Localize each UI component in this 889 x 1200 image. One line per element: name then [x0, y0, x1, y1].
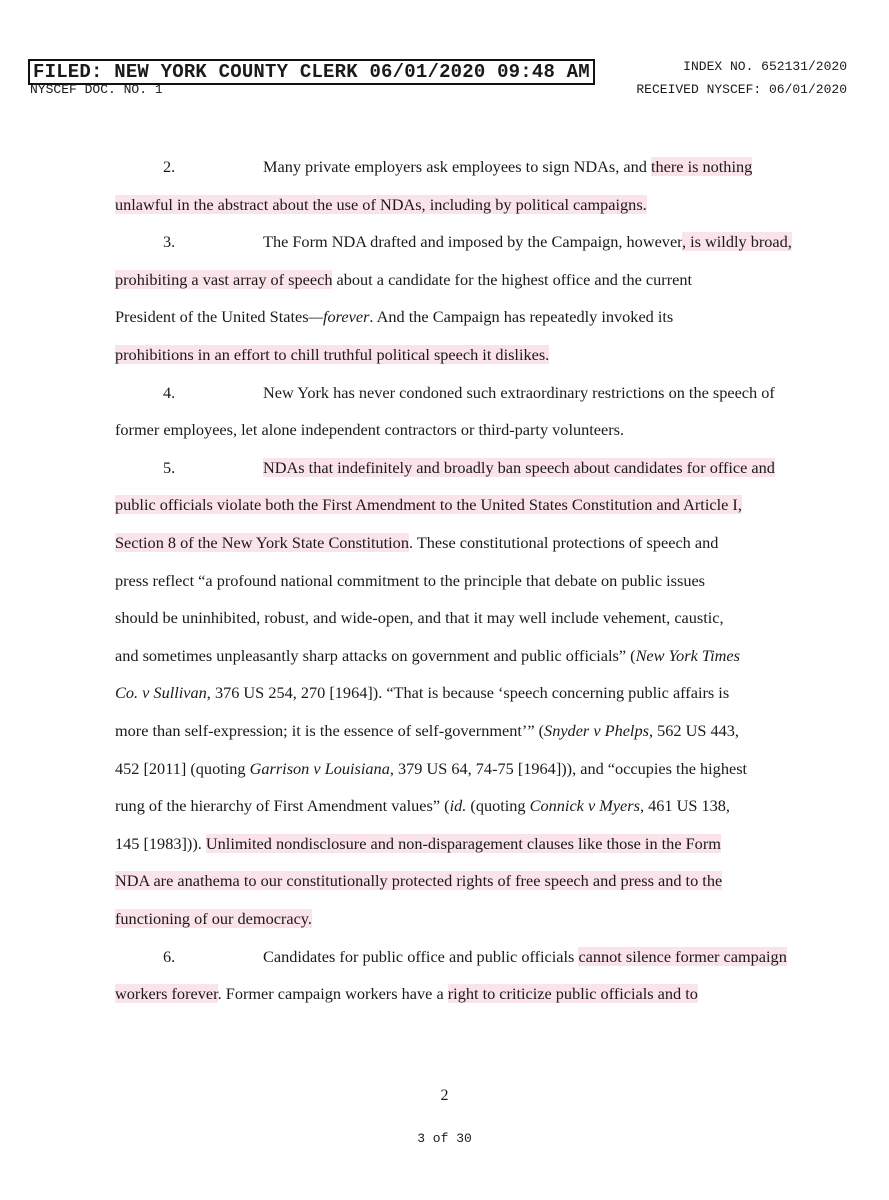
text-segment: President of the United States: [115, 307, 309, 326]
highlighted-text: prohibitions in an effort to chill truthful political speech it dislikes.: [115, 345, 550, 364]
text-segment: . Former campaign workers have a: [217, 984, 448, 1003]
paragraph-start-line: [163, 232, 792, 252]
italic-text: Connick v Myers: [529, 796, 640, 815]
highlighted-text: , is wildly broad,: [681, 232, 792, 251]
italic-text: id.: [449, 796, 467, 815]
text-segment: , 562 US 443,: [648, 721, 739, 740]
text-line: [115, 984, 698, 1004]
highlighted-text: workers forever: [115, 984, 218, 1003]
paragraph-number: 6.: [163, 947, 176, 966]
paragraph-start-line: [163, 458, 775, 478]
text-segment: Many private employers ask employees to sign NDAs, and: [263, 157, 651, 176]
highlighted-text: unlawful in the abstract about the use of NDAs, including by political campaigns.: [115, 195, 647, 214]
paragraph-start-line: [163, 947, 787, 967]
paragraph-number: 4.: [163, 383, 176, 402]
paragraph-number: 5.: [163, 458, 176, 477]
paragraph-number: 3.: [163, 232, 176, 251]
text-segment: , 379 US 64, 74-75 [1964])), and “occupies the highest: [389, 759, 748, 778]
highlighted-text: Section 8 of the New York State Constitution: [115, 533, 409, 552]
text-line: [115, 345, 549, 365]
text-segment: The Form NDA drafted and imposed by the Campaign, however: [263, 232, 682, 251]
text-segment: about a candidate for the highest office and the current: [332, 270, 693, 289]
text-segment: New York has never condoned such extraordinary restrictions on the speech of: [263, 383, 775, 402]
italic-text: Garrison v Louisiana: [249, 759, 390, 778]
highlighted-text: NDAs that indefinitely and broadly ban speech about candidates for office and: [263, 458, 775, 477]
text-line: [115, 420, 624, 440]
paragraph-start-line: [163, 383, 775, 403]
highlighted-text: Unlimited nondisclosure and non-disparagement clauses like those in the Form: [205, 834, 721, 853]
text-segment: , 461 US 138,: [639, 796, 730, 815]
text-line: [115, 721, 739, 741]
highlighted-text: NDA are anathema to our constitutionally protected rights of free speech and press and to the: [115, 871, 723, 890]
text-line: [115, 871, 722, 891]
text-segment: and sometimes unpleasantly sharp attacks on government and public officials” (: [115, 646, 636, 665]
highlighted-text: right to criticize public officials and to: [447, 984, 698, 1003]
text-segment: more than self-expression; it is the essence of self-government’” (: [115, 721, 545, 740]
paragraph-number: 2.: [163, 157, 176, 176]
italic-text: New York Times: [635, 646, 740, 665]
text-segment: . And the Campaign has repeatedly invoked its: [369, 307, 674, 326]
text-line: [115, 195, 647, 215]
text-line: [115, 270, 692, 290]
text-segment: , 376 US 254, 270 [1964]). “That is because ‘speech concerning public affairs is: [206, 683, 730, 702]
paragraph-start-line: [163, 157, 752, 177]
page-count: 3 of 30: [417, 1131, 472, 1146]
italic-text: Co. v Sullivan: [115, 683, 207, 702]
text-segment: should be uninhibited, robust, and wide-open, and that it may well include vehement, caustic,: [115, 608, 724, 627]
text-segment: former employees, let alone independent contractors or third-party volunteers.: [115, 420, 625, 439]
highlighted-text: public officials violate both the First Amendment to the United States Constitution and Article I,: [115, 495, 742, 514]
text-line: [115, 307, 673, 327]
text-line: [115, 608, 724, 628]
highlighted-text: prohibiting a vast array of speech: [115, 270, 333, 289]
text-segment: 145 [1983])).: [115, 834, 206, 853]
text-line: [115, 646, 740, 666]
italic-text: Snyder v Phelps: [544, 721, 649, 740]
received-date: RECEIVED NYSCEF: 06/01/2020: [636, 82, 847, 97]
text-segment: . These constitutional protections of speech and: [408, 533, 719, 552]
text-line: [115, 683, 729, 703]
text-segment: press reflect “a profound national commitment to the principle that debate on public issues: [115, 571, 706, 590]
text-line: [115, 571, 705, 591]
filed-stamp: FILED: NEW YORK COUNTY CLERK 06/01/2020 09:48 AM: [28, 59, 595, 85]
doc-number: NYSCEF DOC. NO. 1: [30, 82, 163, 97]
text-segment: 452 [2011] (quoting: [115, 759, 250, 778]
text-line: [115, 759, 747, 779]
text-segment: Candidates for public office and public officials: [263, 947, 579, 966]
highlighted-text: cannot silence former campaign: [578, 947, 787, 966]
text-line: [115, 796, 730, 816]
text-line: [115, 909, 312, 929]
text-line: [115, 495, 742, 515]
index-number: INDEX NO. 652131/2020: [683, 59, 847, 74]
italic-text: —forever: [308, 307, 370, 326]
highlighted-text: there is nothing: [650, 157, 753, 176]
text-line: [115, 533, 718, 553]
text-segment: rung of the hierarchy of First Amendment values” (: [115, 796, 450, 815]
highlighted-text: functioning of our democracy.: [115, 909, 312, 928]
text-segment: (quoting: [466, 796, 530, 815]
page-number: 2: [440, 1087, 449, 1104]
text-line: [115, 834, 721, 854]
